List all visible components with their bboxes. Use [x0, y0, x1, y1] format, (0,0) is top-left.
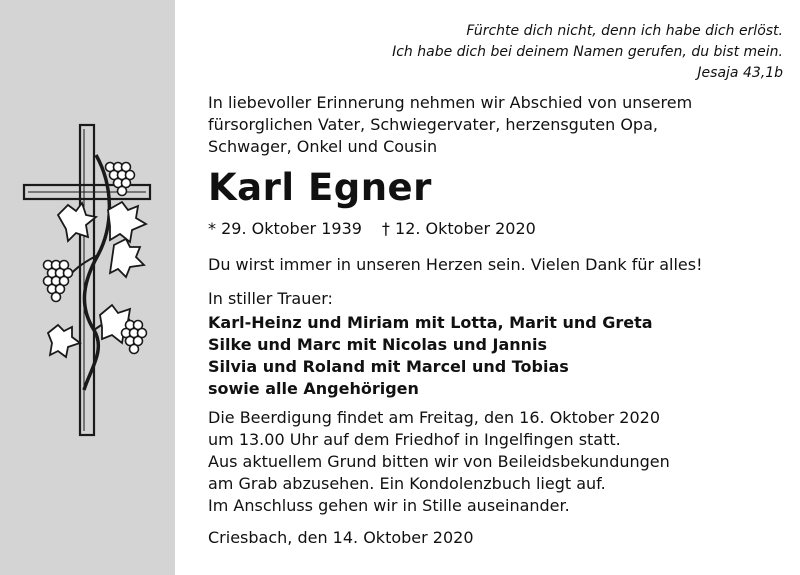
mourner-line: Karl-Heinz und Miriam mit Lotta, Marit und Greta [208, 313, 653, 332]
funeral-line: Die Beerdigung findet am Freitag, den 16. Oktober 2020 [208, 408, 661, 427]
verse-source: Jesaja 43,1b [697, 65, 783, 81]
intro-line: fürsorglichen Vater, Schwiegervater, herzensguten Opa, [208, 115, 658, 134]
life-dates [208, 218, 536, 240]
place-and-date: Criesbach, den 14. Oktober 2020 [208, 528, 474, 547]
mourner-line: Silke und Marc mit Nicolas und Jannis [208, 335, 548, 354]
verse-line: Ich habe dich bei deinem Namen gerufen, du bist mein. [392, 44, 783, 60]
funeral-line: um 13.00 Uhr auf dem Friedhof in Ingelfingen statt. [208, 430, 621, 449]
mourners-label: In stiller Trauer: [208, 289, 333, 308]
funeral-details [208, 407, 670, 517]
notice-content [208, 0, 783, 575]
intro-line: In liebevoller Erinnerung nehmen wir Abschied von unserem [208, 93, 693, 112]
farewell-motto: Du wirst immer in unseren Herzen sein. Vielen Dank für alles! [208, 255, 703, 274]
deceased-name: Karl Egner [208, 166, 432, 209]
death-date: † 12. Oktober 2020 [381, 219, 536, 238]
funeral-line: Aus aktuellem Grund bitten wir von Beileidsbekundungen [208, 452, 670, 471]
bible-verse [363, 21, 783, 84]
cross-with-grapevine-icon [18, 115, 168, 455]
sidebar-panel [0, 0, 175, 575]
funeral-line: am Grab abzusehen. Ein Kondolenzbuch liegt auf. [208, 474, 606, 493]
intro-line: Schwager, Onkel und Cousin [208, 137, 438, 156]
mourner-line: sowie alle Angehörigen [208, 379, 419, 398]
verse-line: Fürchte dich nicht, denn ich habe dich erlöst. [466, 23, 783, 39]
intro-text [208, 92, 692, 158]
mourners-list [208, 312, 653, 400]
funeral-line: Im Anschluss gehen wir in Stille auseinander. [208, 496, 570, 515]
birth-date: * 29. Oktober 1939 [208, 219, 362, 238]
mourner-line: Silvia und Roland mit Marcel und Tobias [208, 357, 569, 376]
